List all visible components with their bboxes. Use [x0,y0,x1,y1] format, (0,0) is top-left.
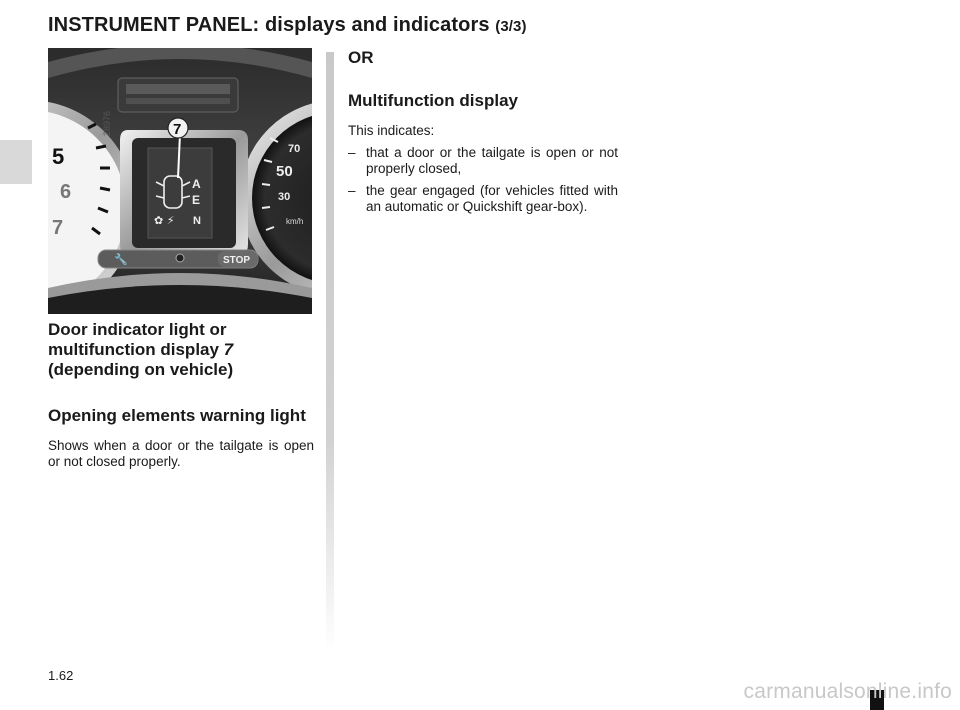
heading-door-indicator-line3: (depending on vehicle) [48,360,234,379]
stop-label: STOP [223,255,251,266]
top-lcd-segments [126,84,230,94]
list-item-text: the gear engaged (for vehicles fitted with an automatic or Quickshift gear-box). [366,183,618,214]
rpm-label-6: 6 [60,181,72,203]
instrument-cluster-illustration [48,48,312,314]
speed-label-30: 30 [278,191,291,203]
top-lcd-icons [126,98,230,104]
speed-label-50: 50 [276,163,293,180]
gear-letter-e: E [192,193,201,207]
heading-door-indicator-line1: Door indicator light or [48,320,227,339]
callout-number: 7 [173,121,182,138]
speed-label-70: 70 [288,143,301,155]
page-title [48,14,527,37]
or-label: OR [348,48,374,67]
right-column [348,48,618,221]
section-tab [0,140,32,184]
heading-multifunction-display: Multifunction display [348,91,518,110]
figure-number: 28976 [102,110,112,136]
list-item [348,183,618,215]
heading-door-indicator [48,320,314,380]
top-lcd [118,78,238,112]
page-number: 1.62 [48,668,74,683]
page-title-text: INSTRUMENT PANEL: displays and indicators [48,14,490,36]
rpm-label-5: 5 [52,144,65,169]
speed-unit: km/h [286,217,304,226]
gear-shift-icon: ✿ ⚡ [154,214,175,227]
multifunction-list [348,145,618,215]
gear-letter-n: N [193,215,201,227]
watermark: carmanualsonline.info [743,680,952,703]
heading-door-indicator-ref: 7 [223,340,234,359]
heading-door-indicator-line2: multifunction display [48,340,224,359]
column-divider [326,52,334,652]
left-column [48,320,314,470]
page-title-suffix: (3/3) [495,18,527,35]
wrench-icon: 🔧 [114,253,128,266]
gear-letter-a: A [192,177,201,191]
bullet-dash: – [348,183,356,198]
heading-opening-elements: Opening elements warning light [48,406,306,425]
list-item-text: that a door or the tailgate is open or not properly closed, [366,145,618,176]
instrument-panel-figure [48,48,312,314]
multifunction-intro: This indicates: [348,123,435,138]
list-item [348,145,618,177]
rpm-label-7: 7 [52,217,64,239]
opening-elements-description: Shows when a door or the tailgate is open or not closed properly. [48,438,314,469]
center-knob [176,254,184,262]
bullet-dash: – [348,145,356,160]
